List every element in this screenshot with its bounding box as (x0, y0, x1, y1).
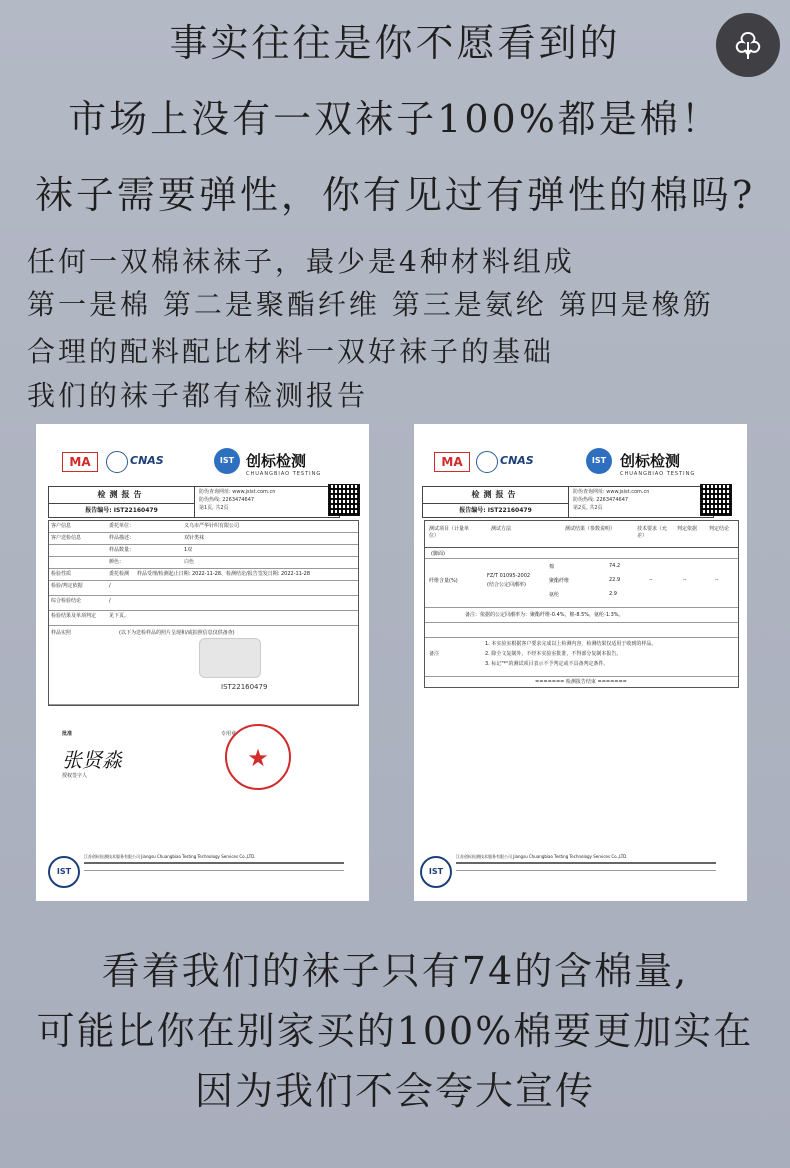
bottom-line-3: 因为我们不会夸大宣传 (194, 1069, 595, 1113)
notes-row: 备注 1. 本实验室根据客户要求完成以上检测内容，检测结果仅适用于收到的样品。 2. 除全文复制外，不经本实验室批准，不得部分复制本报告。 3. 标记"*"的测试项目表示不予判定或不具备判定条件。 (425, 638, 738, 677)
ma-logo: MA (434, 452, 470, 472)
sock-photo (199, 638, 261, 678)
blank-row (425, 623, 738, 638)
page-indicator: 第1页, 共2页 (199, 505, 229, 511)
query-tel: 防伪热线: 2263474647 (199, 497, 255, 503)
table-row: 样品数量： 1双 (49, 545, 358, 557)
page-indicator: 第2页, 共2页 (573, 505, 603, 511)
qr-code-icon (328, 484, 360, 516)
star-icon: ★ (247, 744, 269, 772)
ilac-seal-icon (106, 451, 128, 473)
report-header (422, 486, 714, 518)
query-tel: 防伪热线: 2263474647 (573, 497, 629, 503)
ist-logo-icon: IST (586, 448, 612, 474)
test-report-page-1 (36, 424, 369, 901)
brand-name: 创标检测 (246, 452, 307, 470)
fiber-content-row: 纤维含量(%) FZ/T 01095-2002 (结合公定回潮率) 棉 74.2 聚酯纤维 22.9 氨纶 2.9 -- -- -- (425, 559, 738, 608)
query-url: 防伪查询网址: www.jsist.com.cn (199, 489, 276, 495)
results-table (424, 520, 739, 688)
cotton-badge (716, 13, 780, 77)
ist-footer-logo: IST (48, 856, 80, 888)
report-footer (420, 856, 725, 886)
signer-label: 批准 (62, 731, 73, 737)
ma-logo: MA (62, 452, 98, 472)
report-title: 检测报告 (97, 490, 146, 499)
paragraph-4: 我们的袜子都有检测报告 (27, 379, 369, 412)
ist-footer-logo: IST (420, 856, 452, 888)
table-row: 检验/判定依据 / (49, 581, 358, 596)
table-row: 客户送检信息 样品描述： 双针类袜 (49, 533, 358, 545)
signer-role: 授权签字人 (62, 773, 88, 779)
query-url: 防伪查询网址: www.jsist.com.cn (573, 489, 650, 495)
sample-id: IST22160479 (221, 683, 268, 691)
test-report-page-2 (414, 424, 747, 901)
table-row: 检验性质 委托检测 样品受理/检测起止日期: 2022-11-28、检测结论/报告签发日期: 2022-11-28 (49, 569, 358, 581)
brand-subtitle: CHUANGBIAO TESTING (620, 471, 696, 477)
paragraph-3: 合理的配料配比材料一双好袜子的基础 (27, 335, 555, 368)
paragraph-1: 任何一双棉袜袜子，最少是4种材料组成 (27, 245, 575, 278)
footer-divider (456, 870, 716, 871)
cnas-logo: CNAS (500, 454, 534, 467)
bottom-line-2: 可能比你在别家买的100%棉要更加实在 (36, 1009, 754, 1053)
report-end-row: ======= 检测报告结束 ======= (535, 679, 627, 685)
table-row: 颜色： 白色 (49, 557, 358, 569)
ilac-seal-icon (476, 451, 498, 473)
report-number: 报告编号: IST22160479 (423, 503, 568, 514)
bottom-line-1: 看着我们的袜子只有74的含棉量, (101, 949, 689, 993)
brand-subtitle: CHUANGBIAO TESTING (246, 471, 322, 477)
remark-row: 备注：依据的公定回潮率为：聚酯纤维-0.4%，棉-8.5%，氨纶-1.3%。 (425, 608, 738, 623)
red-stamp (225, 724, 291, 790)
table-row: 综合检验结论 / (49, 596, 358, 611)
ist-logo-icon: IST (214, 448, 240, 474)
stamp-label: 专用章 (221, 731, 237, 737)
table-row: 检验结果及单项判定 见下页。 (49, 611, 358, 626)
report-title: 检测报告 (471, 490, 520, 499)
paragraph-2: 第一是棉 第二是聚酯纤维 第三是氨纶 第四是橡筋 (27, 288, 714, 321)
cnas-logo: CNAS (130, 454, 164, 467)
footer-company: 江苏创标检测技术服务有限公司 Jiangsu Chuangbiao Testing Technology Services Co.,LTD. (84, 854, 256, 859)
signature: 张贤淼 (62, 748, 122, 772)
footer-divider (84, 870, 344, 871)
report-footer (48, 856, 353, 886)
sample-photo-row (49, 626, 358, 705)
cotton-flower-icon (728, 25, 768, 65)
headline-2: 市场上没有一双袜子100%都是棉！ (68, 97, 722, 141)
sample-label: 样品实照 (51, 630, 72, 636)
sample-caption: (以下为送检样品的照片呈现和/或拍照信息仅供备查) (119, 630, 235, 636)
table-row: 客户信息 委托单位： 义乌市严华针织有限公司 (49, 521, 358, 533)
footer-divider (84, 862, 344, 864)
qr-code-icon (700, 484, 732, 516)
headline-3: 袜子需要弹性，你有见过有弹性的棉吗? (34, 173, 756, 217)
brand-name: 创标检测 (620, 452, 681, 470)
footer-company: 江苏创标检测技术服务有限公司 Jiangsu Chuangbiao Testing Technology Services Co.,LTD. (456, 854, 628, 859)
report-number: 报告编号: IST22160479 (49, 503, 194, 514)
report-info-table (48, 520, 359, 706)
results-header-row: 测试项目（计量单位） 测试方法 测试结果（参数说明） 技术要求（允差） 判定依据 判定结论 (425, 521, 738, 548)
footer-divider (456, 862, 716, 864)
headline-1: 事实往往是你不愿看到的 (169, 21, 621, 65)
section-row: (脚面) (425, 548, 738, 559)
report-header (48, 486, 340, 518)
